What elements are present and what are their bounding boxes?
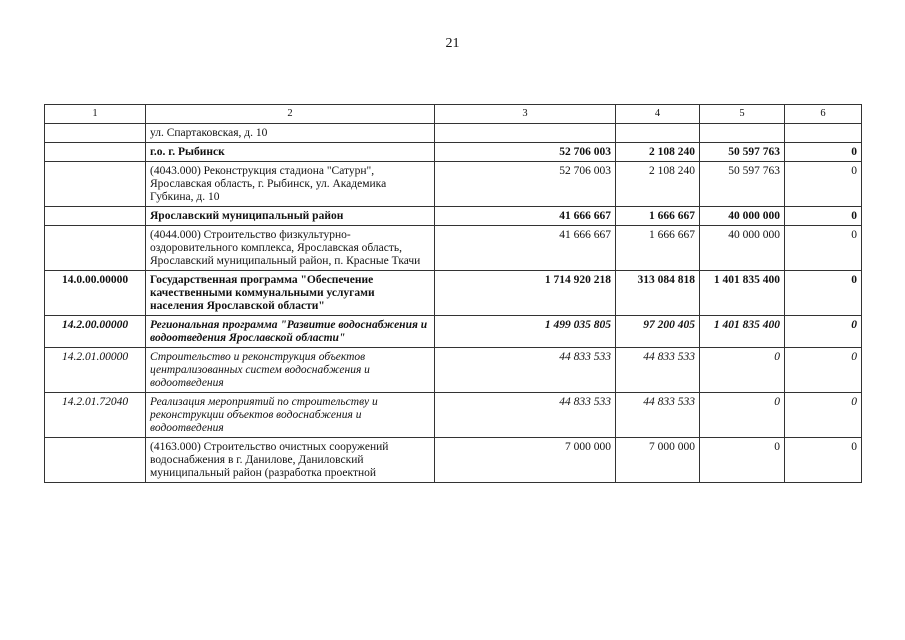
- table-row: [45, 316, 862, 348]
- name-cell: Ярославский муниципальный район: [146, 207, 435, 226]
- table-row: [45, 393, 862, 438]
- amount-total-cell: 41 666 667: [435, 207, 616, 226]
- amount-col5-cell: 0: [700, 393, 785, 438]
- amount-col6-cell: [785, 124, 862, 143]
- code-cell: [45, 438, 146, 483]
- amount-col4-cell: [616, 124, 700, 143]
- amount-col4-cell: 2 108 240: [616, 162, 700, 207]
- amount-col5-cell: 50 597 763: [700, 143, 785, 162]
- amount-col6-cell: 0: [785, 143, 862, 162]
- amount-col6-cell: 0: [785, 207, 862, 226]
- name-cell: (4043.000) Реконструкция стадиона "Сатурн", Ярославская область, г. Рыбинск, ул. Академика Губкина, д. 10: [146, 162, 435, 207]
- code-cell: [45, 143, 146, 162]
- amount-col5-cell: 50 597 763: [700, 162, 785, 207]
- code-cell: 14.0.00.00000: [45, 271, 146, 316]
- amount-total-cell: 41 666 667: [435, 226, 616, 271]
- name-cell: г.о. г. Рыбинск: [146, 143, 435, 162]
- code-cell: [45, 124, 146, 143]
- amount-total-cell: 1 499 035 805: [435, 316, 616, 348]
- column-header: 4: [616, 105, 700, 124]
- amount-col4-cell: 2 108 240: [616, 143, 700, 162]
- amount-col6-cell: 0: [785, 348, 862, 393]
- name-cell: Региональная программа "Развитие водоснабжения и водоотведения Ярославской области": [146, 316, 435, 348]
- header-row: [45, 105, 862, 124]
- amount-col6-cell: 0: [785, 316, 862, 348]
- code-cell: 14.2.01.72040: [45, 393, 146, 438]
- code-cell: 14.2.01.00000: [45, 348, 146, 393]
- amount-col6-cell: 0: [785, 393, 862, 438]
- column-header: 5: [700, 105, 785, 124]
- amount-total-cell: [435, 124, 616, 143]
- table-row: [45, 162, 862, 207]
- amount-col6-cell: 0: [785, 438, 862, 483]
- amount-col5-cell: 0: [700, 348, 785, 393]
- amount-col5-cell: 1 401 835 400: [700, 316, 785, 348]
- code-cell: [45, 207, 146, 226]
- amount-col5-cell: 40 000 000: [700, 226, 785, 271]
- budget-table: [44, 104, 862, 483]
- amount-total-cell: 1 714 920 218: [435, 271, 616, 316]
- amount-col6-cell: 0: [785, 226, 862, 271]
- amount-col5-cell: 40 000 000: [700, 207, 785, 226]
- table-row: [45, 348, 862, 393]
- name-cell: Строительство и реконструкция объектов централизованных систем водоснабжения и водоотведения: [146, 348, 435, 393]
- amount-col4-cell: 7 000 000: [616, 438, 700, 483]
- table-row: [45, 226, 862, 271]
- amount-col4-cell: 1 666 667: [616, 226, 700, 271]
- amount-col5-cell: 1 401 835 400: [700, 271, 785, 316]
- amount-total-cell: 44 833 533: [435, 348, 616, 393]
- amount-col6-cell: 0: [785, 271, 862, 316]
- column-header: 3: [435, 105, 616, 124]
- amount-col4-cell: 1 666 667: [616, 207, 700, 226]
- name-cell: Реализация мероприятий по строительству и реконструкции объектов водоснабжения и водоотведения: [146, 393, 435, 438]
- table-row: [45, 207, 862, 226]
- page-number: 21: [445, 36, 460, 51]
- name-cell: ул. Спартаковская, д. 10: [146, 124, 435, 143]
- amount-total-cell: 7 000 000: [435, 438, 616, 483]
- name-cell: Государственная программа "Обеспечение качественными коммунальными услугами населения Ярославской области": [146, 271, 435, 316]
- code-cell: 14.2.00.00000: [45, 316, 146, 348]
- amount-col4-cell: 97 200 405: [616, 316, 700, 348]
- table-row: [45, 124, 862, 143]
- amount-total-cell: 44 833 533: [435, 393, 616, 438]
- code-cell: [45, 162, 146, 207]
- column-header: 2: [146, 105, 435, 124]
- amount-col4-cell: 44 833 533: [616, 393, 700, 438]
- table-row: [45, 438, 862, 483]
- amount-col6-cell: 0: [785, 162, 862, 207]
- table-row: [45, 271, 862, 316]
- amount-total-cell: 52 706 003: [435, 162, 616, 207]
- code-cell: [45, 226, 146, 271]
- column-header: 6: [785, 105, 862, 124]
- amount-col4-cell: 313 084 818: [616, 271, 700, 316]
- amount-col5-cell: 0: [700, 438, 785, 483]
- column-header: 1: [45, 105, 146, 124]
- name-cell: (4044.000) Строительство физкультурно-оздоровительного комплекса, Ярославская область, Ярославский муниципальный район, п. Красные Ткачи: [146, 226, 435, 271]
- name-cell: (4163.000) Строительство очистных сооружений водоснабжения в г. Данилове, Даниловский муниципальный район (разработка проектной: [146, 438, 435, 483]
- table-row: [45, 143, 862, 162]
- amount-total-cell: 52 706 003: [435, 143, 616, 162]
- amount-col5-cell: [700, 124, 785, 143]
- amount-col4-cell: 44 833 533: [616, 348, 700, 393]
